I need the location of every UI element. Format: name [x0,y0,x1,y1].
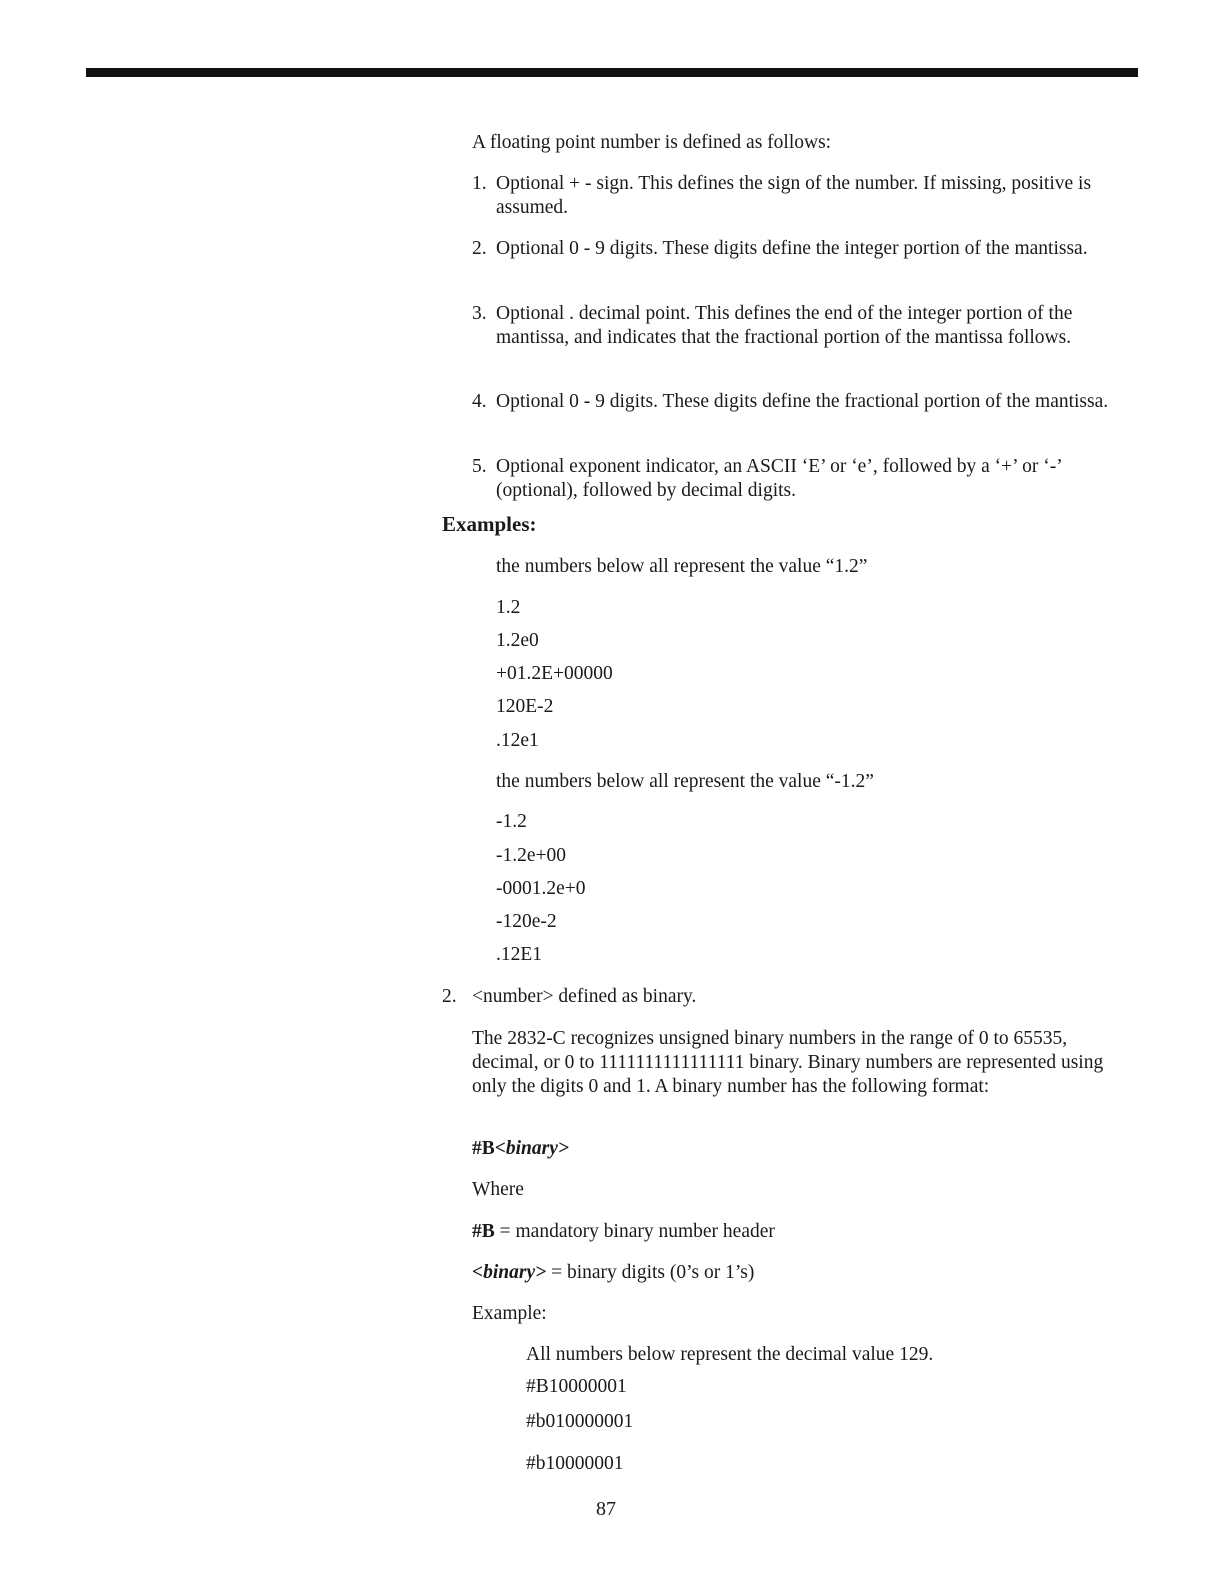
float-rule-number: 3. [472,303,487,324]
page-number: 87 [596,1498,616,1520]
negative-example: -0001.2e+0 [496,878,586,899]
positive-example: 1.2e0 [496,630,539,651]
float-rule-text: Optional exponent indicator, an ASCII ‘E’ or ‘e’, followed by a ‘+’ or ‘-’ (optional), followed by decimal digits. [496,456,1062,501]
positive-caption: the numbers below all represent the value “1.2” [496,556,868,577]
float-rule-number: 2. [472,238,487,259]
float-rule-2 [472,237,1132,261]
format-arg: <binary> [494,1138,569,1159]
negative-example: -120e-2 [496,911,557,932]
top-rule [86,68,1138,77]
positive-example: +01.2E+00000 [496,663,613,684]
binary-section-number: 2. [442,986,457,1007]
binary-format [472,1137,569,1161]
definition-text: = mandatory binary number header [494,1221,775,1242]
binary-paragraph: The 2832-C recognizes unsigned binary numbers in the range of 0 to 65535, decimal, or 0 to 1111111111111111 binary. Binary numbers are represented using only the digits 0 and 1. A binary number has the following format: [472,1028,1104,1097]
negative-example: -1.2 [496,811,527,832]
float-rule-text: Optional + - sign. This defines the sign of the number. If missing, positive is assumed. [496,173,1092,218]
examples-heading: Examples: [442,512,537,536]
example-label: Example: [472,1303,547,1324]
negative-caption: the numbers below all represent the value “-1.2” [496,771,874,792]
float-rule-number: 4. [472,391,487,412]
negative-example: -1.2e+00 [496,845,567,866]
float-rule-text: Optional 0 - 9 digits. These digits define the fractional portion of the mantissa. [496,391,1109,412]
float-rule-number: 1. [472,173,487,194]
float-rule-4 [472,390,1132,414]
definition-header [472,1220,775,1244]
float-rule-text: Optional . decimal point. This defines the end of the integer portion of the mantissa, and indicates that the fractional portion of the mantissa follows. [496,303,1073,348]
float-rule-3 [472,302,1132,350]
format-header: #B [472,1138,495,1159]
intro-text: A floating point number is defined as follows: [472,132,832,153]
binary-example: #b010000001 [526,1411,634,1432]
positive-example: 120E-2 [496,696,554,717]
binary-example: #b10000001 [526,1453,624,1474]
positive-example: .12e1 [496,730,539,751]
definition-term: #B [472,1221,495,1242]
float-rule-5 [472,455,1132,503]
definition-text: = binary digits (0’s or 1’s) [546,1262,755,1283]
float-rule-1 [472,172,1132,220]
float-rule-text: Optional 0 - 9 digits. These digits define the integer portion of the mantissa. [496,238,1088,259]
definition-term: <binary> [472,1262,547,1283]
binary-example-caption: All numbers below represent the decimal value 129. [526,1344,934,1365]
where-label: Where [472,1179,524,1200]
binary-section-title: <number> defined as binary. [472,986,697,1007]
negative-example: .12E1 [496,944,543,965]
definition-binary [472,1261,754,1285]
float-rule-number: 5. [472,456,487,477]
binary-example: #B10000001 [526,1376,627,1397]
positive-example: 1.2 [496,597,521,618]
